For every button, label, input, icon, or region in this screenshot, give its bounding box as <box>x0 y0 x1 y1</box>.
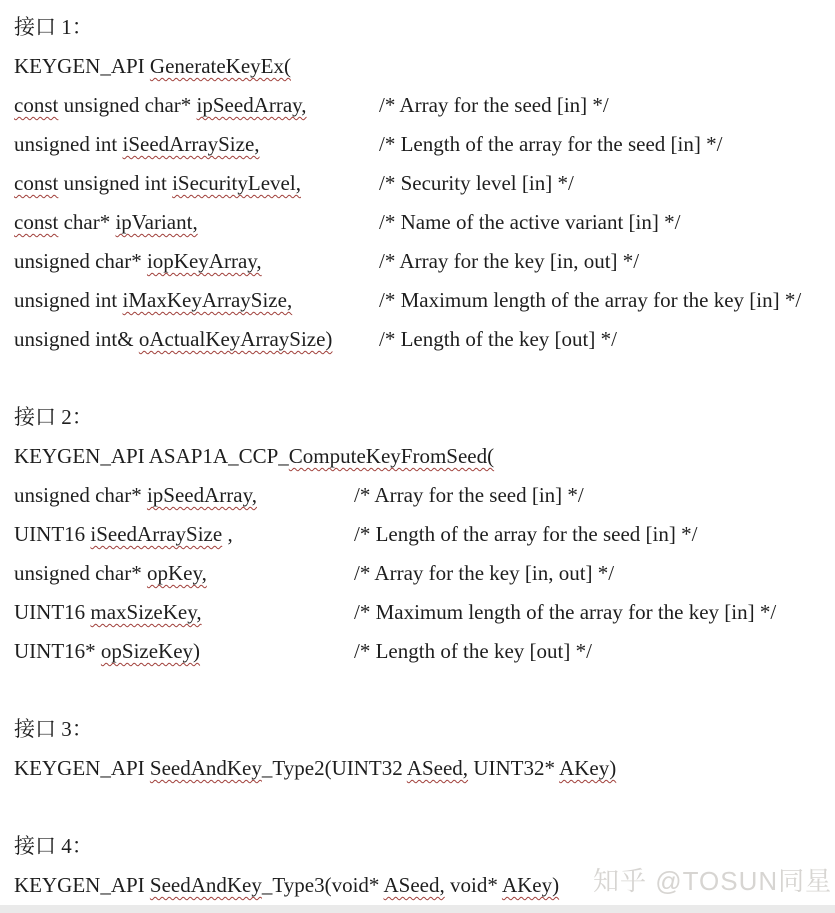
watermark: 知乎 @TOSUN同星 <box>593 866 833 896</box>
code-text: unsigned char* <box>14 483 147 507</box>
inline-comment: /* Maximum length of the array for the key [in] */ <box>379 288 802 312</box>
inline-comment: /* Array for the key [in, out] */ <box>379 249 640 273</box>
spellcheck-underlined-word: ComputeKeyFromSeed( <box>288 444 495 468</box>
spellcheck-underlined-word: iMaxKeyArraySize, <box>122 288 293 312</box>
spellcheck-underlined-word: iSeedArraySize, <box>122 132 260 156</box>
code-text: KEYGEN_API <box>14 873 150 897</box>
code-line <box>14 476 835 515</box>
spellcheck-underlined-word: opKey, <box>146 561 207 585</box>
spellcheck-underlined-word: AKey) <box>501 873 560 897</box>
section-heading: 接口 1： <box>14 15 93 39</box>
spellcheck-underlined-word: ipSeedArray, <box>196 93 307 117</box>
section-heading: 接口 4： <box>14 834 93 858</box>
code-text: UINT32* <box>468 756 560 780</box>
spellcheck-underlined-word: ipSeedArray, <box>146 483 257 507</box>
code-line <box>14 125 835 164</box>
code-line <box>14 47 835 86</box>
code-text: UINT16 <box>14 522 91 546</box>
code-line <box>14 749 835 788</box>
inline-comment: /* Security level [in] */ <box>379 171 574 195</box>
code-text: KEYGEN_API <box>14 54 150 78</box>
code-text: unsigned int <box>58 171 173 195</box>
code-line <box>14 593 835 632</box>
code-text: unsigned int <box>14 288 123 312</box>
code-line <box>14 242 835 281</box>
section-heading: 接口 2： <box>14 405 93 429</box>
inline-comment: /* Length of the array for the seed [in] */ <box>379 132 723 156</box>
code-text: , <box>222 522 233 546</box>
inline-comment: /* Length of the key [out] */ <box>379 327 617 351</box>
code-line <box>14 320 835 359</box>
spellcheck-underlined-word: iopKeyArray, <box>146 249 262 273</box>
code-text: unsigned int& <box>14 327 139 351</box>
code-line <box>14 515 835 554</box>
spellcheck-underlined-word: const <box>14 210 59 234</box>
code-line <box>14 281 835 320</box>
code-text: KEYGEN_API ASAP1A_CCP_ <box>14 444 289 468</box>
code-text: KEYGEN_API <box>14 756 150 780</box>
spellcheck-underlined-word: ASeed, <box>383 873 445 897</box>
code-text: void* <box>444 873 502 897</box>
spellcheck-underlined-word: SeedAndKey <box>149 873 262 897</box>
code-line <box>14 86 835 125</box>
code-line <box>14 554 835 593</box>
bottom-edge-strip <box>0 905 835 913</box>
spellcheck-underlined-word: maxSizeKey, <box>90 600 202 624</box>
spellcheck-underlined-word: ASeed, <box>406 756 469 780</box>
inline-comment: /* Array for the key [in, out] */ <box>354 561 615 585</box>
inline-comment: /* Array for the seed [in] */ <box>379 93 609 117</box>
code-text: UINT16* <box>14 639 101 663</box>
inline-comment: /* Length of the array for the seed [in] */ <box>354 522 698 546</box>
section-heading: 接口 3： <box>14 717 93 741</box>
spellcheck-underlined-word: opSizeKey) <box>100 639 201 663</box>
spellcheck-underlined-word: oActualKeyArraySize) <box>138 327 333 351</box>
spellcheck-underlined-word: const <box>14 171 59 195</box>
code-text: unsigned char* <box>14 249 147 273</box>
code-line <box>14 164 835 203</box>
spellcheck-underlined-word: iSeedArraySize <box>90 522 223 546</box>
code-text: _Type3(void* <box>261 873 384 897</box>
spellcheck-underlined-word: iSecurityLevel, <box>172 171 301 195</box>
inline-comment: /* Maximum length of the array for the key [in] */ <box>354 600 777 624</box>
spellcheck-underlined-word: const <box>14 93 59 117</box>
code-line <box>14 203 835 242</box>
code-text: UINT16 <box>14 600 91 624</box>
inline-comment: /* Array for the seed [in] */ <box>354 483 584 507</box>
interface-section <box>14 710 835 788</box>
code-text: char* <box>58 210 116 234</box>
spellcheck-underlined-word: GenerateKeyEx( <box>149 54 291 78</box>
interface-section <box>14 8 835 359</box>
document-body <box>14 8 835 905</box>
code-line <box>14 632 835 671</box>
inline-comment: /* Name of the active variant [in] */ <box>379 210 681 234</box>
spellcheck-underlined-word: ipVariant, <box>115 210 198 234</box>
spellcheck-underlined-word: SeedAndKey <box>149 756 262 780</box>
code-text: _Type2(UINT32 <box>261 756 407 780</box>
code-text: unsigned char* <box>58 93 197 117</box>
spellcheck-underlined-word: AKey) <box>559 756 617 780</box>
code-text: unsigned int <box>14 132 123 156</box>
interface-section <box>14 398 835 671</box>
code-line <box>14 437 835 476</box>
inline-comment: /* Length of the key [out] */ <box>354 639 592 663</box>
code-text: unsigned char* <box>14 561 147 585</box>
